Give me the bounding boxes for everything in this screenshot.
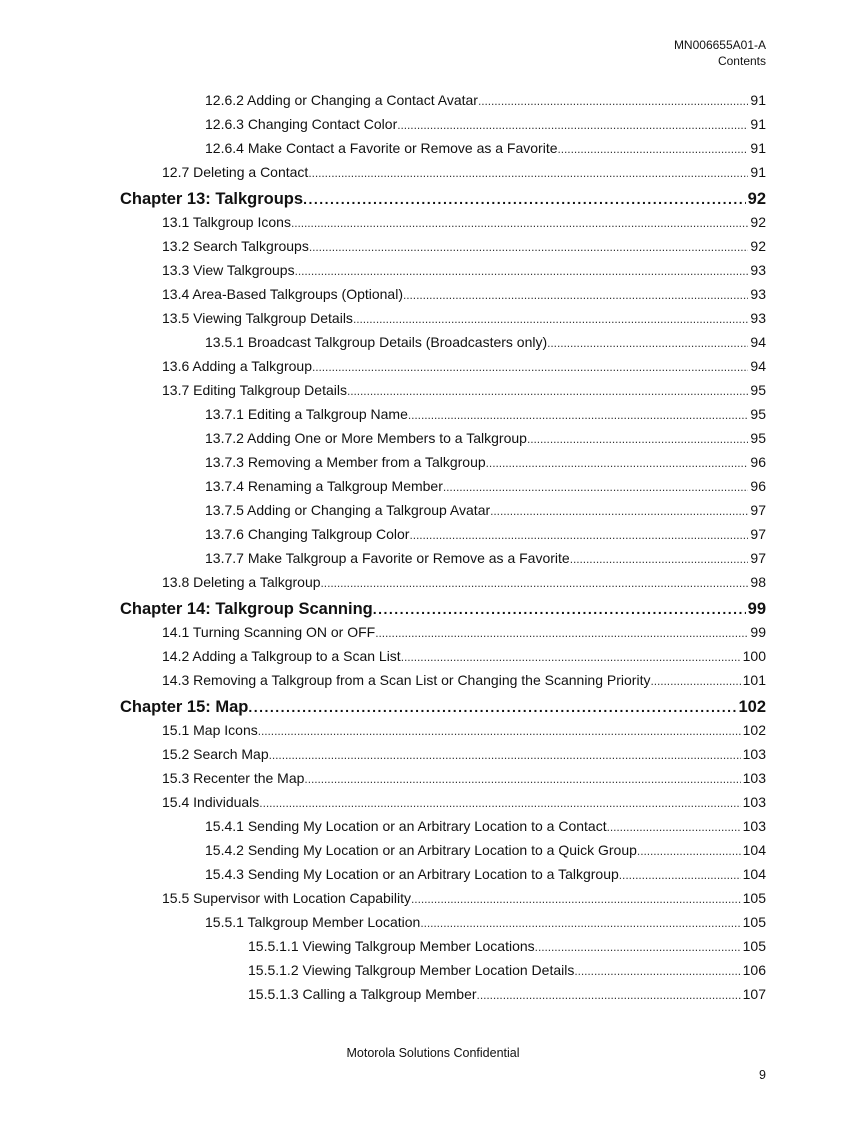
toc-entry[interactable] <box>205 116 766 132</box>
toc-entry-page: 91 <box>750 164 766 180</box>
toc-leader-dots <box>321 574 749 590</box>
toc-entry-title: 13.7.4 Renaming a Talkgroup Member <box>205 478 443 494</box>
toc-entry[interactable] <box>162 794 766 810</box>
toc-entry-title: 15.5.1.3 Calling a Talkgroup Member <box>248 986 477 1002</box>
toc-entry[interactable] <box>162 746 766 762</box>
toc-entry[interactable] <box>205 406 766 422</box>
toc-leader-dots <box>353 310 748 326</box>
toc-leader-dots <box>397 116 748 132</box>
toc-entry-page: 92 <box>750 214 766 230</box>
toc-entry[interactable] <box>205 92 766 108</box>
toc-entry-title: 13.5.1 Broadcast Talkgroup Details (Broadcasters only) <box>205 334 548 350</box>
toc-leader-dots <box>478 92 748 108</box>
toc-leader-dots <box>411 890 741 906</box>
toc-entry[interactable] <box>162 238 766 254</box>
toc-entry-page: 93 <box>750 310 766 326</box>
toc-leader-dots <box>408 406 749 422</box>
toc-entry-page: 104 <box>742 866 766 882</box>
toc-entry[interactable] <box>205 140 766 156</box>
toc-entry-page: 100 <box>742 648 766 664</box>
toc-leader-dots <box>637 842 741 858</box>
toc-entry[interactable] <box>205 454 766 470</box>
toc-entry-page: 95 <box>750 382 766 398</box>
toc-entry-page: 103 <box>742 794 766 810</box>
toc-entry-page: 105 <box>742 890 766 906</box>
toc-entry-page: 91 <box>750 116 766 132</box>
toc-entry[interactable] <box>162 574 766 590</box>
document-id: MN006655A01-A <box>673 38 766 52</box>
toc-entry[interactable] <box>162 358 766 374</box>
toc-leader-dots <box>308 164 748 180</box>
toc-entry-title: 15.1 Map Icons <box>162 722 258 738</box>
toc-entry[interactable] <box>162 648 766 664</box>
toc-leader-dots <box>570 550 749 566</box>
toc-entry-page: 95 <box>750 406 766 422</box>
toc-entry-page: 103 <box>742 746 766 762</box>
toc-entry[interactable] <box>162 214 766 230</box>
toc-leader-dots <box>443 478 749 494</box>
toc-entry-page: 99 <box>750 624 766 640</box>
toc-entry[interactable] <box>205 866 766 882</box>
toc-entry-title: 13.7.5 Adding or Changing a Talkgroup Avatar <box>205 502 491 518</box>
toc-entry-title: 15.4 Individuals <box>162 794 260 810</box>
toc-entry-page: 97 <box>750 550 766 566</box>
page-number: 9 <box>759 1068 766 1082</box>
toc-leader-dots <box>486 454 749 470</box>
toc-entry[interactable] <box>162 164 766 180</box>
toc-leader-dots <box>347 382 748 398</box>
toc-entry-title: 15.5.1 Talkgroup Member Location <box>205 914 421 930</box>
footer-confidential: Motorola Solutions Confidential <box>346 1046 520 1060</box>
toc-leader-dots <box>527 430 748 446</box>
toc-leader-dots <box>558 140 749 156</box>
toc-entry-page: 94 <box>750 334 766 350</box>
toc-entry[interactable] <box>205 818 766 834</box>
toc-leader-dots <box>401 648 741 664</box>
toc-entry-title: 13.1 Talkgroup Icons <box>162 214 291 230</box>
toc-entry-page: 95 <box>750 430 766 446</box>
toc-entry-page: 94 <box>750 358 766 374</box>
toc-entry-page: 98 <box>750 574 766 590</box>
toc-entry-title: 13.7.7 Make Talkgroup a Favorite or Remove as a Favorite <box>205 550 570 566</box>
toc-entry[interactable] <box>162 770 766 786</box>
toc-entry-title: 13.7.6 Changing Talkgroup Color <box>205 526 410 542</box>
toc-entry[interactable] <box>162 286 766 302</box>
toc-chapter-entry[interactable] <box>120 600 766 619</box>
toc-entry-title: 13.7.3 Removing a Member from a Talkgroup <box>205 454 486 470</box>
toc-entry-title: 13.2 Search Talkgroups <box>162 238 309 254</box>
toc-entry-title: 12.6.2 Adding or Changing a Contact Avatar <box>205 92 478 108</box>
toc-entry-title: 15.4.3 Sending My Location or an Arbitrary Location to a Talkgroup <box>205 866 619 882</box>
toc-entry-page: 104 <box>742 842 766 858</box>
toc-entry-title: 12.6.4 Make Contact a Favorite or Remove as a Favorite <box>205 140 558 156</box>
toc-entry-page: 103 <box>742 770 766 786</box>
toc-entry[interactable] <box>205 334 766 350</box>
toc-entry-title: 13.7.2 Adding One or More Members to a Talkgroup <box>205 430 527 446</box>
toc-entry[interactable] <box>205 526 766 542</box>
toc-entry[interactable] <box>162 672 766 688</box>
toc-entry-page: 105 <box>742 938 766 954</box>
toc-entry[interactable] <box>205 502 766 518</box>
toc-entry-page: 96 <box>750 454 766 470</box>
toc-entry[interactable] <box>248 962 766 978</box>
toc-entry-title: 15.2 Search Map <box>162 746 269 762</box>
toc-leader-dots <box>375 624 748 640</box>
toc-entry[interactable] <box>162 310 766 326</box>
toc-entry-title: 15.4.1 Sending My Location or an Arbitrary Location to a Contact <box>205 818 607 834</box>
toc-leader-dots <box>259 794 740 810</box>
toc-entry[interactable] <box>162 722 766 738</box>
page-header <box>674 37 766 69</box>
toc-leader-dots <box>295 262 749 278</box>
toc-leader-dots <box>304 770 740 786</box>
toc-entry-page: 91 <box>750 92 766 108</box>
toc-leader-dots <box>269 746 741 762</box>
toc-entry-page: 96 <box>750 478 766 494</box>
toc-entry-title: 14.3 Removing a Talkgroup from a Scan List or Changing the Scanning Priority <box>162 672 651 688</box>
toc-entry[interactable] <box>205 842 766 858</box>
toc-entry-title: 13.6 Adding a Talkgroup <box>162 358 312 374</box>
toc-entry[interactable] <box>205 550 766 566</box>
toc-entry-page: 93 <box>750 262 766 278</box>
toc-entry-page: 101 <box>742 672 766 688</box>
toc-leader-dots <box>312 358 748 374</box>
toc-entry-page: 105 <box>742 914 766 930</box>
toc-leader-dots <box>547 334 748 350</box>
toc-entry-page: 92 <box>747 190 766 208</box>
toc-entry-page: 99 <box>747 600 766 618</box>
toc-entry[interactable] <box>162 890 766 906</box>
toc-leader-dots <box>535 938 741 954</box>
toc-entry-title: 15.5.1.1 Viewing Talkgroup Member Locations <box>248 938 535 954</box>
toc-entry[interactable] <box>205 914 766 930</box>
toc-leader-dots <box>258 722 741 738</box>
toc-entry-page: 107 <box>742 986 766 1002</box>
toc-leader-dots <box>490 502 748 518</box>
toc-leader-dots <box>303 190 746 209</box>
toc-entry-title: 13.8 Deleting a Talkgroup <box>162 574 321 590</box>
toc-entry-page: 106 <box>742 962 766 978</box>
section-title: Contents <box>717 54 766 68</box>
toc-entry-title: Chapter 15: Map <box>120 698 249 716</box>
toc-entry-page: 92 <box>750 238 766 254</box>
toc-entry[interactable] <box>248 938 766 954</box>
toc-leader-dots <box>420 914 740 930</box>
toc-entry-title: 15.5.1.2 Viewing Talkgroup Member Location Details <box>248 962 575 978</box>
toc-leader-dots <box>650 672 740 688</box>
toc-chapter-entry[interactable] <box>120 698 766 717</box>
toc-entry[interactable] <box>162 262 766 278</box>
toc-entry[interactable] <box>162 382 766 398</box>
toc-leader-dots <box>373 600 746 619</box>
toc-entry-title: 13.5 Viewing Talkgroup Details <box>162 310 353 326</box>
toc-leader-dots <box>477 986 741 1002</box>
toc-leader-dots <box>574 962 740 978</box>
toc-entry-title: 13.7.1 Editing a Talkgroup Name <box>205 406 408 422</box>
toc-entry-title: Chapter 13: Talkgroups <box>120 190 304 208</box>
toc-leader-dots <box>291 214 748 230</box>
toc-entry-title: 13.4 Area-Based Talkgroups (Optional) <box>162 286 403 302</box>
toc-entry-title: 15.3 Recenter the Map <box>162 770 305 786</box>
toc-leader-dots <box>248 698 736 717</box>
toc-entry-title: Chapter 14: Talkgroup Scanning <box>120 600 373 618</box>
toc-entry-page: 97 <box>750 502 766 518</box>
toc-entry-title: 13.7 Editing Talkgroup Details <box>162 382 347 398</box>
toc-leader-dots <box>309 238 749 254</box>
toc-entry[interactable] <box>162 624 766 640</box>
toc-entry-page: 91 <box>750 140 766 156</box>
toc-entry-page: 102 <box>738 698 766 716</box>
toc-entry-title: 14.2 Adding a Talkgroup to a Scan List <box>162 648 401 664</box>
toc-entry-page: 93 <box>750 286 766 302</box>
toc-entry-page: 103 <box>742 818 766 834</box>
toc-entry-title: 12.7 Deleting a Contact <box>162 164 309 180</box>
toc-leader-dots <box>619 866 741 882</box>
toc-entry-title: 13.3 View Talkgroups <box>162 262 295 278</box>
toc-entry[interactable] <box>205 430 766 446</box>
toc-leader-dots <box>403 286 748 302</box>
toc-leader-dots <box>409 526 748 542</box>
toc-entry-title: 12.6.3 Changing Contact Color <box>205 116 398 132</box>
toc-entry-title: 15.5 Supervisor with Location Capability <box>162 890 412 906</box>
toc-entry-page: 97 <box>750 526 766 542</box>
toc-entry-title: 15.4.2 Sending My Location or an Arbitrary Location to a Quick Group <box>205 842 637 858</box>
toc-entry-title: 14.1 Turning Scanning ON or OFF <box>162 624 376 640</box>
toc-entry[interactable] <box>248 986 766 1002</box>
toc-chapter-entry[interactable] <box>120 190 766 209</box>
toc-entry[interactable] <box>205 478 766 494</box>
toc-entry-page: 102 <box>742 722 766 738</box>
toc-leader-dots <box>607 818 741 834</box>
